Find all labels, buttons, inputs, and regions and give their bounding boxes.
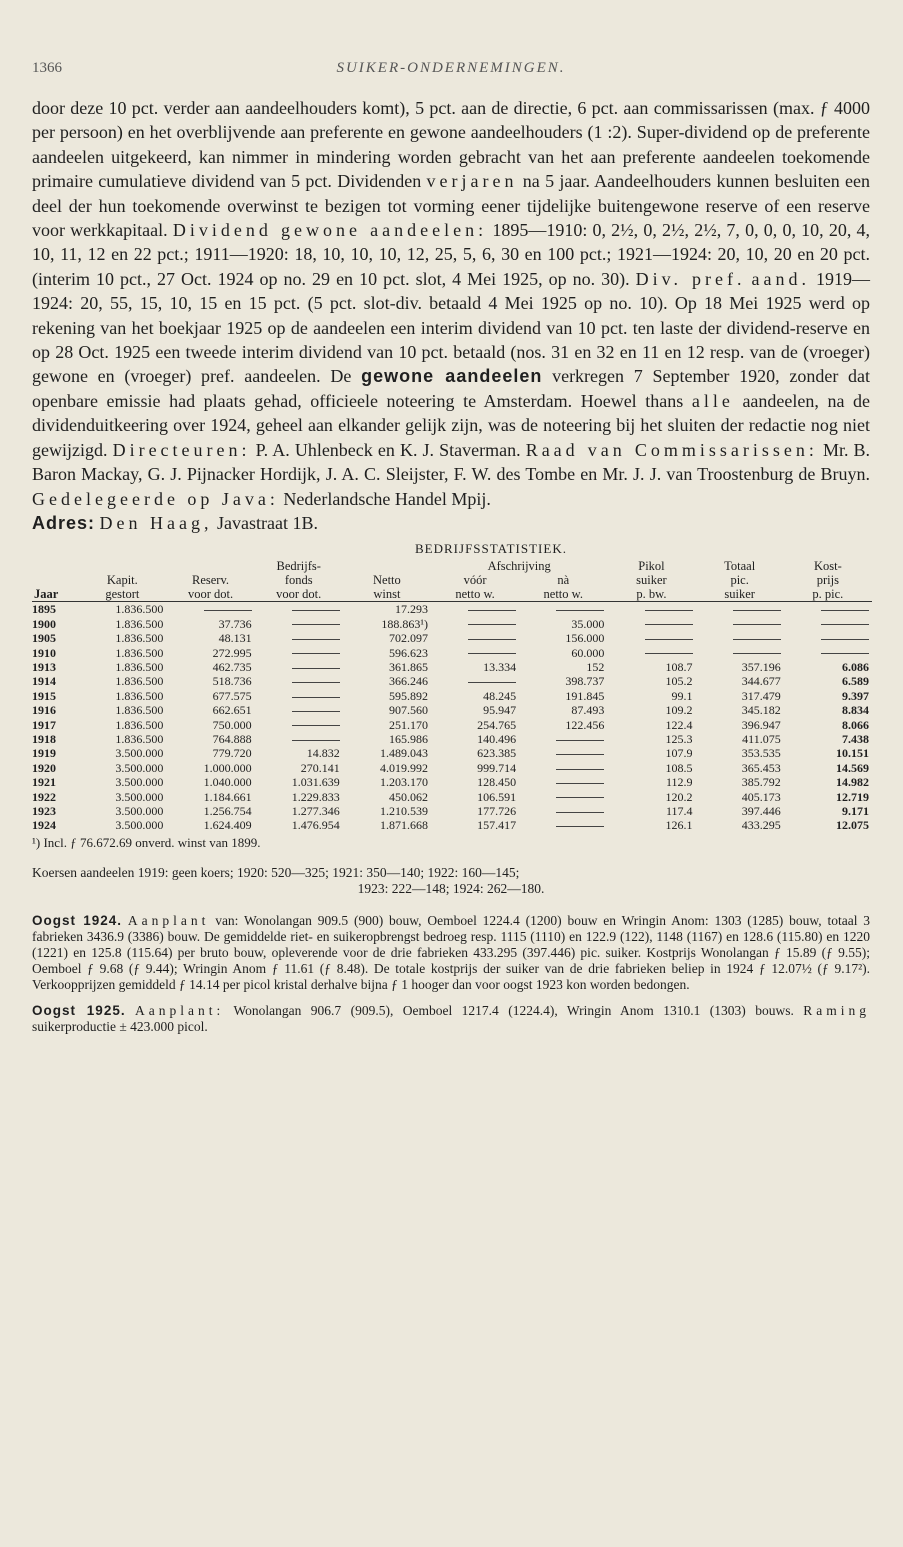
table-cell [166, 602, 254, 617]
harvest-1924 [32, 913, 870, 993]
dash-line [468, 639, 516, 640]
table-cell: 108.7 [665, 659, 693, 674]
table-cell: 677.575 [212, 688, 252, 703]
table-cell: 396.947 [741, 717, 781, 732]
th-bedrijfs-2: fonds [284, 573, 313, 588]
table-cell [255, 631, 343, 645]
table-cell: 702.097 [388, 631, 428, 646]
year-cell: 1895 [32, 602, 56, 617]
table-cell: 112.9 [665, 775, 693, 790]
table-cell: 3.500.000 [115, 746, 164, 761]
th-na-2: netto w. [519, 587, 607, 602]
table-cell: 357.196 [741, 659, 781, 674]
table-cell: 1.184.661 [203, 789, 252, 804]
dash-line [556, 610, 604, 611]
table-cell: 662.651 [212, 703, 252, 718]
year-cell: 1910 [32, 645, 56, 660]
term-gedelegeerde: Gedelegeerde op Java: [32, 488, 279, 509]
table-cell: 1.277.346 [291, 804, 340, 818]
th-pikol-1: Pikol [638, 559, 665, 574]
th-netto-2: winst [343, 587, 431, 602]
text-gelijk: aandeelen, na de dividenduitkeering over 1924, geheel aan elkander gelijk zijn, was de noteering bij het sluiten der redactie nog niet gewijzigd. [32, 390, 871, 460]
table-cell [696, 646, 784, 660]
table-cell: 87.493 [571, 703, 605, 718]
table-cell [255, 718, 343, 732]
dash-line [645, 653, 693, 654]
table-cell: 623.385 [477, 746, 517, 761]
table-cell [255, 689, 343, 703]
dash-line [556, 783, 604, 784]
table-cell: 4.019.992 [379, 760, 428, 775]
harvest-1924-aanplant: Aanplant [127, 912, 210, 928]
table-cell: 366.246 [388, 674, 428, 689]
table-cell: 95.947 [483, 703, 517, 718]
table-cell: 518.736 [212, 674, 252, 689]
dash-line [821, 624, 869, 625]
table-cell: 317.479 [741, 688, 781, 703]
dash-line [292, 653, 340, 654]
table-cell: 156.000 [565, 631, 605, 646]
table-cell: 14.832 [306, 746, 340, 761]
table-cell: 3.500.000 [115, 804, 164, 818]
harvest-1925 [32, 1003, 870, 1035]
table-cell: 3.500.000 [115, 818, 164, 833]
table-cell [519, 746, 607, 760]
adres-straat: Javastraat 1B. [216, 512, 318, 533]
table-cell [255, 602, 343, 617]
table-cell: 8.066 [842, 717, 869, 732]
table-cell: 1.836.500 [115, 688, 164, 703]
table-row [32, 804, 872, 818]
dash-line [556, 769, 604, 770]
table-cell: 1.031.639 [291, 775, 340, 790]
table-cell: 165.986 [388, 731, 428, 746]
running-header [32, 60, 870, 90]
year-cell: 1914 [32, 674, 56, 689]
running-title: SUIKER-ONDERNEMINGEN. [336, 60, 566, 76]
table-cell: 12.075 [836, 818, 869, 833]
table-cell [696, 617, 784, 631]
stats-table [32, 559, 872, 833]
table-cell: 128.450 [477, 775, 517, 790]
text-commissarissen: Mr. B. Baron Mackay, G. J. Pijnacker Hordijk, J. A. C. Sleijster, F. W. des Tombe en Mr. J. J. van Troostenburg de Bruyn. [32, 439, 871, 485]
table-cell: 107.9 [665, 746, 693, 761]
table-cell [784, 631, 872, 645]
table-cell: 764.888 [212, 731, 252, 746]
year-cell: 1916 [32, 703, 56, 718]
table-cell: 109.2 [665, 703, 693, 718]
year-cell: 1921 [32, 775, 56, 790]
th-bedrijfs-1: Bedrijfs- [276, 559, 321, 574]
table-cell: 106.591 [477, 789, 517, 804]
dash-line [556, 740, 604, 741]
table-cell [519, 775, 607, 789]
table-cell: 12.719 [836, 789, 869, 804]
harvest-1924-label: Oogst 1924. [32, 912, 122, 928]
year-cell: 1913 [32, 659, 56, 674]
table-cell: 14.569 [836, 760, 869, 775]
table-cell [255, 732, 343, 746]
page-number: 1366 [32, 60, 62, 76]
th-pikol-2: suiker [636, 573, 667, 588]
table-cell [519, 804, 607, 818]
table-cell: 398.737 [565, 674, 605, 689]
th-kapit-2: gestort [78, 587, 166, 602]
dash-line [733, 653, 781, 654]
table-cell [519, 761, 607, 775]
stats-footnote: ¹) Incl. ƒ 76.672.69 onverd. winst van 1899. [32, 834, 261, 850]
table-cell [607, 617, 695, 631]
th-reserv-2: voor dot. [166, 587, 254, 602]
adres-plaats: Den Haag, [99, 512, 213, 533]
table-cell: 385.792 [741, 775, 781, 790]
dash-line [292, 725, 340, 726]
table-cell: 1.836.500 [115, 631, 164, 646]
table-cell: 13.334 [483, 659, 517, 674]
table-cell: 1.836.500 [115, 616, 164, 631]
table-cell: 157.417 [477, 818, 517, 833]
dash-line [645, 639, 693, 640]
table-cell [607, 646, 695, 660]
table-cell: 907.560 [388, 703, 428, 718]
table-cell: 411.075 [742, 731, 781, 746]
table-cell: 191.845 [565, 688, 605, 703]
table-cell [255, 646, 343, 660]
term-raad-commissarissen: Raad van Commissarissen: [525, 439, 818, 460]
dash-line [556, 826, 604, 827]
dash-line [292, 697, 340, 698]
term-alle: alle [691, 390, 734, 411]
table-cell: 1.210.539 [379, 804, 428, 818]
courses-line-1: Koersen aandeelen 1919: geen koers; 1920: 520—325; 1921: 350—140; 1922: 160—145; [32, 864, 520, 880]
table-row [32, 732, 872, 746]
table-cell: 750.000 [212, 717, 252, 732]
table-cell: 9.171 [842, 804, 869, 818]
text-directeuren: P. A. Uhlenbeck en K. J. Staverman. [255, 439, 521, 460]
table-cell [519, 732, 607, 746]
table-cell: 1.836.500 [115, 717, 164, 732]
dash-line [645, 610, 693, 611]
dash-line [468, 682, 516, 683]
table-cell: 595.892 [388, 688, 428, 703]
table-cell: 272.995 [212, 645, 252, 660]
table-cell: 117.4 [665, 804, 693, 818]
year-cell: 1917 [32, 717, 56, 732]
table-cell [431, 617, 519, 631]
table-cell: 1.256.754 [203, 804, 252, 818]
table-cell: 3.500.000 [115, 760, 164, 775]
table-cell: 365.453 [741, 760, 781, 775]
table-cell: 125.3 [665, 731, 693, 746]
table-row [32, 703, 872, 717]
table-cell: 999.714 [477, 760, 517, 775]
table-cell: 1.836.500 [115, 602, 164, 617]
table-row [32, 746, 872, 760]
table-cell: 596.623 [388, 645, 428, 660]
th-totaal-1: Totaal [724, 559, 756, 574]
table-cell: 1.836.500 [115, 703, 164, 718]
text-noteering: verkregen 7 September 1920, zonder dat openbare emissie had plaats gehad, officieele noteering te Amsterdam. Hoewel thans [32, 366, 871, 411]
th-bedrijfs-3: voor dot. [255, 587, 343, 602]
table-cell: 361.865 [388, 659, 428, 674]
table-cell: 254.765 [477, 717, 517, 732]
table-row [32, 775, 872, 789]
table-row [32, 660, 872, 674]
table-cell [696, 631, 784, 645]
table-row [32, 790, 872, 804]
table-cell: 1.836.500 [115, 659, 164, 674]
table-cell: 1.836.500 [115, 674, 164, 689]
table-row [32, 617, 872, 631]
table-cell: 462.735 [212, 659, 252, 674]
table-cell [784, 617, 872, 631]
year-cell: 1923 [32, 804, 56, 818]
table-cell: 177.726 [477, 804, 517, 818]
table-cell: 1.836.500 [115, 645, 164, 660]
table-cell: 450.062 [388, 789, 428, 804]
th-totaal-3: suiker [696, 587, 784, 602]
dash-line [821, 610, 869, 611]
term-directeuren: Directeuren: [112, 439, 251, 460]
dash-line [292, 610, 340, 611]
text-reserve: na 5 jaar. Aandeelhouders kunnen besluiten een deel der hun toekomende overwinst te bezigen tot vorming eener tijdelijke buitengewone reserve of een reserve voor werkkapitaal. [32, 171, 871, 241]
th-jaar: Jaar [32, 587, 78, 602]
text-pref-dividend: 1919—1924: 20, 55, 15, 10, 15 en 15 pct. (5 pct. slot-div. betaald 4 Mei 1925 op no. 10). Op 18 Mei 1925 werd op rekening van het boekjaar 1925 op de aandeelen een interim dividend van 10 pct. ten laste der dividend-reserve en op 28 Oct. 1925 een tweede interim dividend van 10 pct. betaald (nos. 31 en 32 en 11 en 12 resp. van de (vroeger) gewone en (vroeger) pref. aandeelen. De [32, 268, 871, 387]
dash-line [468, 653, 516, 654]
table-cell: 1.229.833 [291, 789, 340, 804]
stats-body [32, 602, 872, 833]
table-row [32, 631, 872, 645]
table-cell: 3.500.000 [115, 775, 164, 790]
text-gedelegeerde: Nederlandsche Handel Mpij. [283, 488, 491, 509]
harvest-1925-text-2: suikerproductie ± 423.000 picol. [32, 1018, 208, 1034]
table-cell: 188.863¹) [381, 616, 428, 631]
th-kost-2: prijs [816, 573, 839, 588]
table-cell: 48.245 [483, 688, 517, 703]
harvest-1925-text-1: Wonolangan 906.7 (909.5), Oemboel 1217.4 (1224.4), Wringin Anom 1310.1 (1303) bouws. [233, 1002, 794, 1018]
year-cell: 1918 [32, 731, 56, 746]
dash-line [733, 610, 781, 611]
table-cell [519, 790, 607, 804]
dash-line [292, 639, 340, 640]
table-cell: 108.5 [665, 760, 693, 775]
text-dividend-rules: door deze 10 pct. verder aan aandeelhouders komt), 5 pct. aan de directie, 6 pct. aan commissarissen (max. ƒ 4000 per persoon) en het overblijvende aan preferente en gewone aandeelhouders (1 :2). Super-dividend op de preferente aandeelen uitgekeerd, kan nimmer in mindering worden gebracht van het aan preferente aandeelen toekomende primaire cumulatieve dividend van 5 pct. Dividenden [32, 98, 870, 192]
dash-line [468, 624, 516, 625]
dash-line [292, 682, 340, 683]
dash-line [292, 624, 340, 625]
term-gewone-aandeelen: gewone aandeelen [361, 366, 543, 387]
year-cell: 1924 [32, 818, 56, 833]
th-netto-1: Netto [373, 573, 401, 588]
table-cell: 48.131 [218, 631, 252, 646]
table-row [32, 646, 872, 660]
table-cell [519, 602, 607, 617]
th-kost-1: Kost- [813, 559, 842, 574]
term-adres: Adres: [32, 512, 96, 533]
courses-paragraph [32, 865, 870, 897]
table-cell: 7.438 [842, 731, 869, 746]
dash-line [292, 668, 340, 669]
table-cell [607, 602, 695, 617]
th-pikol-3: p. bw. [607, 587, 695, 602]
table-cell: 405.173 [741, 789, 781, 804]
table-cell: 122.4 [665, 717, 693, 732]
th-afschrijving: Afschrijving [487, 559, 551, 574]
table-cell: 353.535 [741, 746, 781, 761]
table-cell: 1.203.170 [379, 775, 428, 790]
year-cell: 1922 [32, 789, 56, 804]
table-cell: 1.489.043 [379, 746, 428, 761]
table-row [32, 761, 872, 775]
year-cell: 1920 [32, 760, 56, 775]
dash-line [556, 797, 604, 798]
dash-line [733, 639, 781, 640]
table-cell: 344.677 [741, 674, 781, 689]
table-cell [255, 660, 343, 674]
dash-line [645, 624, 693, 625]
table-cell: 120.2 [665, 789, 693, 804]
table-cell: 270.141 [300, 760, 340, 775]
table-cell: 6.086 [842, 659, 869, 674]
table-cell: 8.834 [842, 703, 869, 718]
table-row [32, 602, 872, 617]
th-na-1: nà [557, 573, 570, 588]
table-row [32, 689, 872, 703]
dash-line [821, 653, 869, 654]
table-cell: 35.000 [571, 616, 605, 631]
harvest-1925-label: Oogst 1925. [32, 1002, 126, 1018]
table-cell: 126.1 [665, 818, 693, 833]
table-cell: 122.456 [565, 717, 605, 732]
table-cell [607, 631, 695, 645]
text-dividend-list: 1895—1910: 0, 2½, 0, 2½, 2½, 7, 0, 0, 0, 10, 20, 4, 10, 11, 12 en 22 pct.; 1911—1920: 18, 10, 10, 10, 12, 25, 5, 6, 30 en 100 pct.; 1921—1924: 20, 10, 20 en 20 pct. (interim 10 pct., 27 Oct. 1924 op no. 29 en 10 pct. slot, 4 Mei 1925, op no. 30). [32, 220, 871, 289]
term-verjaren: verjaren [426, 171, 518, 192]
table-cell: 60.000 [571, 645, 605, 660]
company-paragraph [32, 96, 870, 535]
term-div-pref: Div. pref. [635, 268, 746, 289]
table-cell: 37.736 [218, 616, 252, 631]
table-cell [519, 818, 607, 832]
table-cell [255, 703, 343, 717]
table-cell [431, 674, 519, 688]
table-cell [255, 674, 343, 688]
table-cell: 1.871.668 [379, 818, 428, 833]
table-cell [784, 602, 872, 617]
dash-line [292, 740, 340, 741]
table-cell: 433.295 [741, 818, 781, 833]
dash-line [556, 754, 604, 755]
table-cell: 1.040.000 [203, 775, 252, 790]
table-cell: 251.170 [388, 717, 428, 732]
harvest-1925-raming: Raming [803, 1002, 871, 1018]
th-kost-3: p. pic. [784, 587, 872, 602]
table-cell: 779.720 [212, 746, 252, 761]
table-cell: 397.446 [741, 804, 781, 818]
table-cell: 10.151 [836, 746, 869, 761]
table-cell: 99.1 [671, 688, 693, 703]
dash-line [821, 639, 869, 640]
table-cell: 3.500.000 [115, 789, 164, 804]
page [32, 60, 870, 1035]
table-row [32, 818, 872, 832]
stats-title: BEDRIJFSSTATISTIEK. [415, 541, 567, 557]
year-cell: 1905 [32, 631, 56, 646]
harvest-1925-aanplant: Aanplant: [135, 1002, 225, 1018]
th-totaal-2: pic. [730, 573, 749, 588]
table-cell: 6.589 [842, 674, 869, 689]
table-cell [431, 646, 519, 660]
dash-line [468, 610, 516, 611]
table-cell: 105.2 [665, 674, 693, 689]
dash-line [556, 812, 604, 813]
dash-line [204, 610, 252, 611]
dash-line [733, 624, 781, 625]
table-row [32, 718, 872, 732]
th-reserv-1: Reserv. [192, 573, 230, 588]
table-cell: 1.836.500 [115, 731, 164, 746]
dash-line [292, 711, 340, 712]
table-cell [431, 631, 519, 645]
table-cell [255, 617, 343, 631]
table-cell [784, 646, 872, 660]
term-dividend-gewone: Dividend gewone aandeelen: [172, 220, 488, 241]
courses-line-2: 1923: 222—148; 1924: 262—180. [357, 880, 545, 896]
table-row [32, 674, 872, 688]
term-aand: aand. [751, 268, 810, 289]
table-cell: 152 [586, 659, 605, 674]
table-cell [431, 602, 519, 617]
table-cell: 1.000.000 [203, 760, 252, 775]
table-cell: 140.496 [477, 731, 517, 746]
table-cell: 1.476.954 [291, 818, 340, 833]
year-cell: 1919 [32, 746, 56, 761]
th-voor-1: vóór [463, 573, 487, 588]
table-cell: 14.982 [836, 775, 869, 790]
year-cell: 1915 [32, 688, 56, 703]
table-cell: 345.182 [741, 703, 781, 718]
table-cell: 1.624.409 [203, 818, 252, 833]
th-voor-2: netto w. [431, 587, 519, 602]
table-cell [696, 602, 784, 617]
table-cell: 17.293 [394, 602, 428, 617]
harvest-1924-text: van: Wonolangan 909.5 (900) bouw, Oemboel 1224.4 (1200) bouw en Wringin Anom: 1303 (1285) bouw, totaal 3 fabrieken 3436.9 (3386) bouw. De gemiddelde riet- en suikeropbrengst bedroeg resp. 1115 (1110) en 122.9 (122), 1148 (1167) en 128.6 (115.80) en 1220 (1221) en 125.8 (115.64) per bruto bouw, opleverende voor de drie fabrieken 433.295 (397.446) pic. suiker. Kostprijs Wonolangan ƒ 15.89 (ƒ 9.55); Oemboel ƒ 9.68 (ƒ 9.44); Wringin Anom ƒ 11.61 (ƒ 8.48). De totale kostprijs der suiker van de drie fabrieken beliep in 1924 ƒ 12.07½ (ƒ 9.17²). Verkoopprijzen gemiddeld ƒ 14.14 per picol kristal derhalve bijna ƒ 1 hooger dan voor oogst 1923 kon worden bedongen. [32, 912, 871, 992]
th-kapit-1: Kapit. [106, 573, 138, 588]
table-cell: 9.397 [842, 688, 869, 703]
year-cell: 1900 [32, 616, 56, 631]
